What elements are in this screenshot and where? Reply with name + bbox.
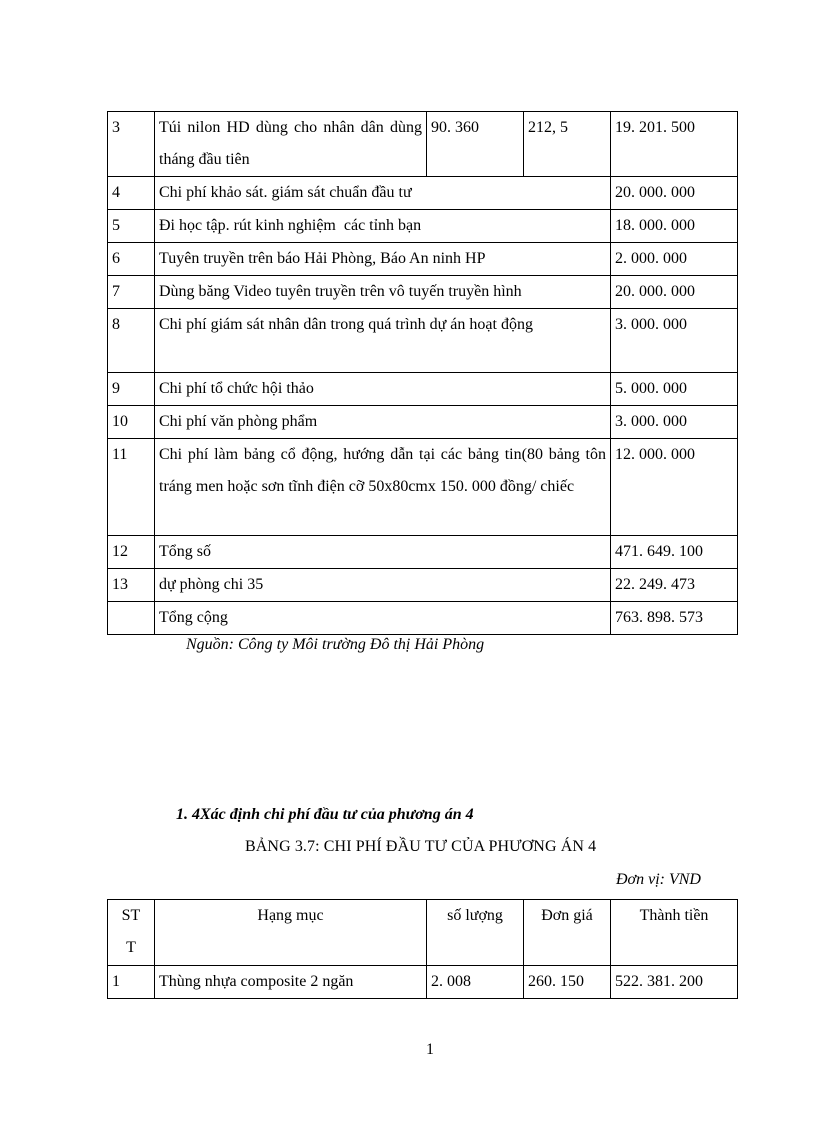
row-number: 12 (108, 536, 155, 569)
cost-table-continued (107, 111, 738, 635)
header-unit-price: Đơn giá (524, 900, 611, 966)
table-row (108, 602, 738, 635)
row-item: Tổng cộng (155, 602, 611, 635)
row-total: 522. 381. 200 (611, 966, 738, 999)
row-quantity: 2. 008 (427, 966, 524, 999)
source-note: Nguồn: Công ty Môi trường Đô thị Hải Phòng (186, 636, 485, 653)
row-total: 3. 000. 000 (611, 406, 738, 439)
row-item: Chi phí tổ chức hội thảo (155, 373, 611, 406)
table-row (108, 210, 738, 243)
row-item: Chi phí văn phòng phẩm (155, 406, 611, 439)
section-heading: 1. 4Xác định chi phí đầu tư của phương án 4 (176, 806, 474, 823)
row-total: 471. 649. 100 (611, 536, 738, 569)
row-item: Chi phí làm bảng cổ động, hướng dẫn tại các bảng tin(80 bảng tôn tráng men hoặc sơn tĩnh điện cỡ 50x80cmx 150. 000 đồng/ chiếc (155, 439, 611, 536)
row-item: Chi phí khảo sát. giám sát chuẩn đầu tư (155, 177, 611, 210)
row-number: 7 (108, 276, 155, 309)
row-total: 5. 000. 000 (611, 373, 738, 406)
row-number: 10 (108, 406, 155, 439)
row-item: Đi học tập. rút kinh nghiệm các tỉnh bạn (155, 210, 611, 243)
row-total: 2. 000. 000 (611, 243, 738, 276)
row-item: dự phòng chi 35 (155, 569, 611, 602)
row-item: Túi nilon HD dùng cho nhân dân dùng tháng đầu tiên (155, 112, 427, 177)
row-number: 13 (108, 569, 155, 602)
table-row (108, 243, 738, 276)
row-total: 12. 000. 000 (611, 439, 738, 536)
row-number (108, 602, 155, 635)
row-total: 19. 201. 500 (611, 112, 738, 177)
row-unit-price: 260. 150 (524, 966, 611, 999)
table-row (108, 406, 738, 439)
unit-note: Đơn vị: VND (616, 871, 701, 888)
header-stt: ST T (108, 900, 155, 966)
table-row (108, 276, 738, 309)
table-row (108, 536, 738, 569)
table-row (108, 112, 738, 177)
table-header-row (108, 900, 738, 966)
row-number: 9 (108, 373, 155, 406)
row-number: 11 (108, 439, 155, 536)
row-number: 4 (108, 177, 155, 210)
row-item: Dùng băng Video tuyên truyền trên vô tuyến truyền hình (155, 276, 611, 309)
header-item: Hạng mục (155, 900, 427, 966)
page-number: 1 (426, 1041, 434, 1058)
row-item: Tổng số (155, 536, 611, 569)
header-quantity: số lượng (427, 900, 524, 966)
row-number: 8 (108, 309, 155, 373)
row-number: 6 (108, 243, 155, 276)
row-unit-price: 212, 5 (524, 112, 611, 177)
row-total: 22. 249. 473 (611, 569, 738, 602)
row-total: 18. 000. 000 (611, 210, 738, 243)
row-item: Chi phí giám sát nhân dân trong quá trình dự án hoạt động (155, 309, 611, 373)
header-total: Thành tiền (611, 900, 738, 966)
row-number: 5 (108, 210, 155, 243)
cost-table-option-4 (107, 899, 738, 999)
row-total: 3. 000. 000 (611, 309, 738, 373)
table-row (108, 569, 738, 602)
table-row (108, 966, 738, 999)
row-quantity: 90. 360 (427, 112, 524, 177)
table-row (108, 177, 738, 210)
row-total: 763. 898. 573 (611, 602, 738, 635)
row-number: 1 (108, 966, 155, 999)
table-row (108, 373, 738, 406)
row-total: 20. 000. 000 (611, 276, 738, 309)
table-row (108, 439, 738, 536)
row-number: 3 (108, 112, 155, 177)
row-item: Tuyên truyền trên báo Hải Phòng, Báo An ninh HP (155, 243, 611, 276)
row-total: 20. 000. 000 (611, 177, 738, 210)
table-row (108, 309, 738, 373)
table-caption: BẢNG 3.7: CHI PHÍ ĐẦU TƯ CỦA PHƯƠNG ÁN 4 (245, 838, 597, 855)
row-item: Thùng nhựa composite 2 ngăn (155, 966, 427, 999)
